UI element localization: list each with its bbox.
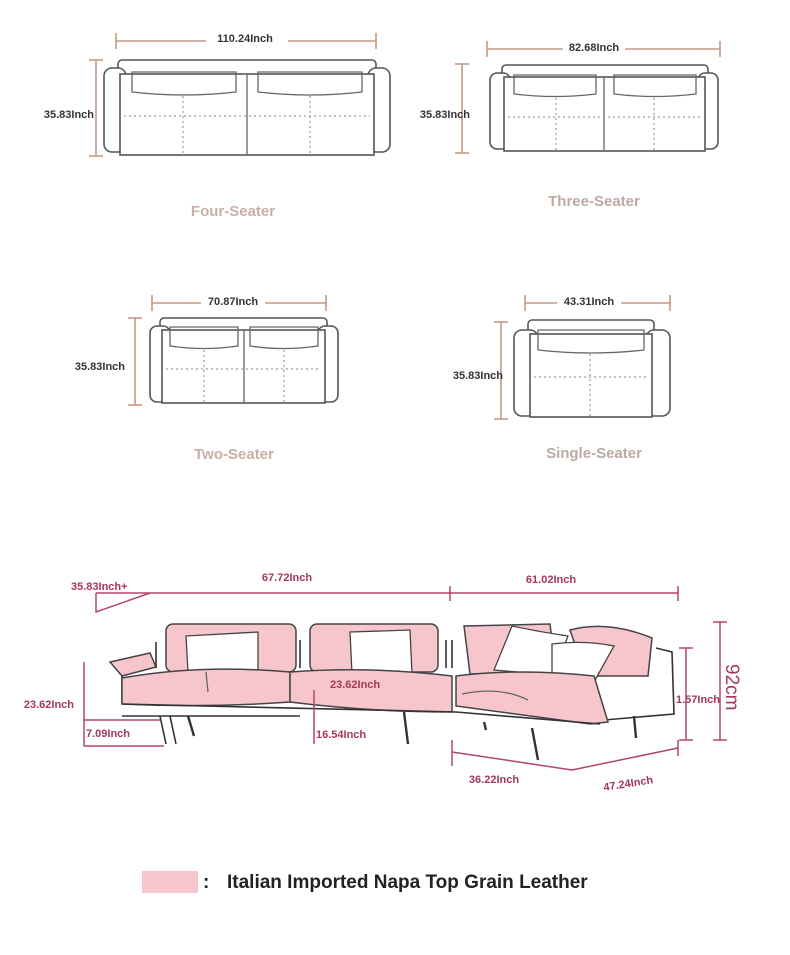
three-seater-caption: Three-Seater [548,193,640,210]
single-seater-figure [453,294,670,462]
seat-height-dimension: 16.54Inch [316,729,367,741]
corner-dimension: 35.83Inch+ [71,581,128,593]
material-legend [142,871,588,893]
legend-label: Italian Imported Napa Top Grain Leather [227,872,588,893]
legend-color-swatch [142,871,198,893]
total-height-dimension: 92cm [721,664,742,711]
arm-height-dimension: 23.62Inch [23,699,74,711]
leg-height-dimension: 7.09Inch [86,728,131,740]
two-seater-figure [75,294,338,463]
chaise-depth-dimension: 47.24Inch [602,774,654,794]
legend-separator: : [203,872,210,893]
four-seater-figure [44,31,390,220]
four-seater-caption: Four-Seater [190,203,276,220]
arm-width-dimension: 1.57Inch [676,694,721,706]
three-seater-height: 35.83Inch [419,109,470,121]
two-seater-height: 35.83Inch [74,361,125,373]
two-seater-width: 70.87Inch [207,296,259,308]
chaise-length-dimension: 61.02Inch [525,574,577,586]
chaise-width-dimension: 36.22Inch [468,774,520,786]
two-seater-caption: Two-Seater [194,446,274,463]
single-seater-caption: Single-Seater [546,445,642,462]
single-seater-width: 43.31Inch [563,296,615,308]
main-length-dimension: 67.72Inch [261,572,313,584]
single-seater-height: 35.83Inch [452,370,503,382]
sectional-figure [24,572,742,794]
four-seater-height: 35.83Inch [43,109,94,121]
three-seater-figure [420,40,720,210]
seat-depth-dimension: 23.62Inch [330,679,381,691]
four-seater-width: 110.24Inch [217,33,273,45]
three-seater-width: 82.68Inch [568,42,620,54]
